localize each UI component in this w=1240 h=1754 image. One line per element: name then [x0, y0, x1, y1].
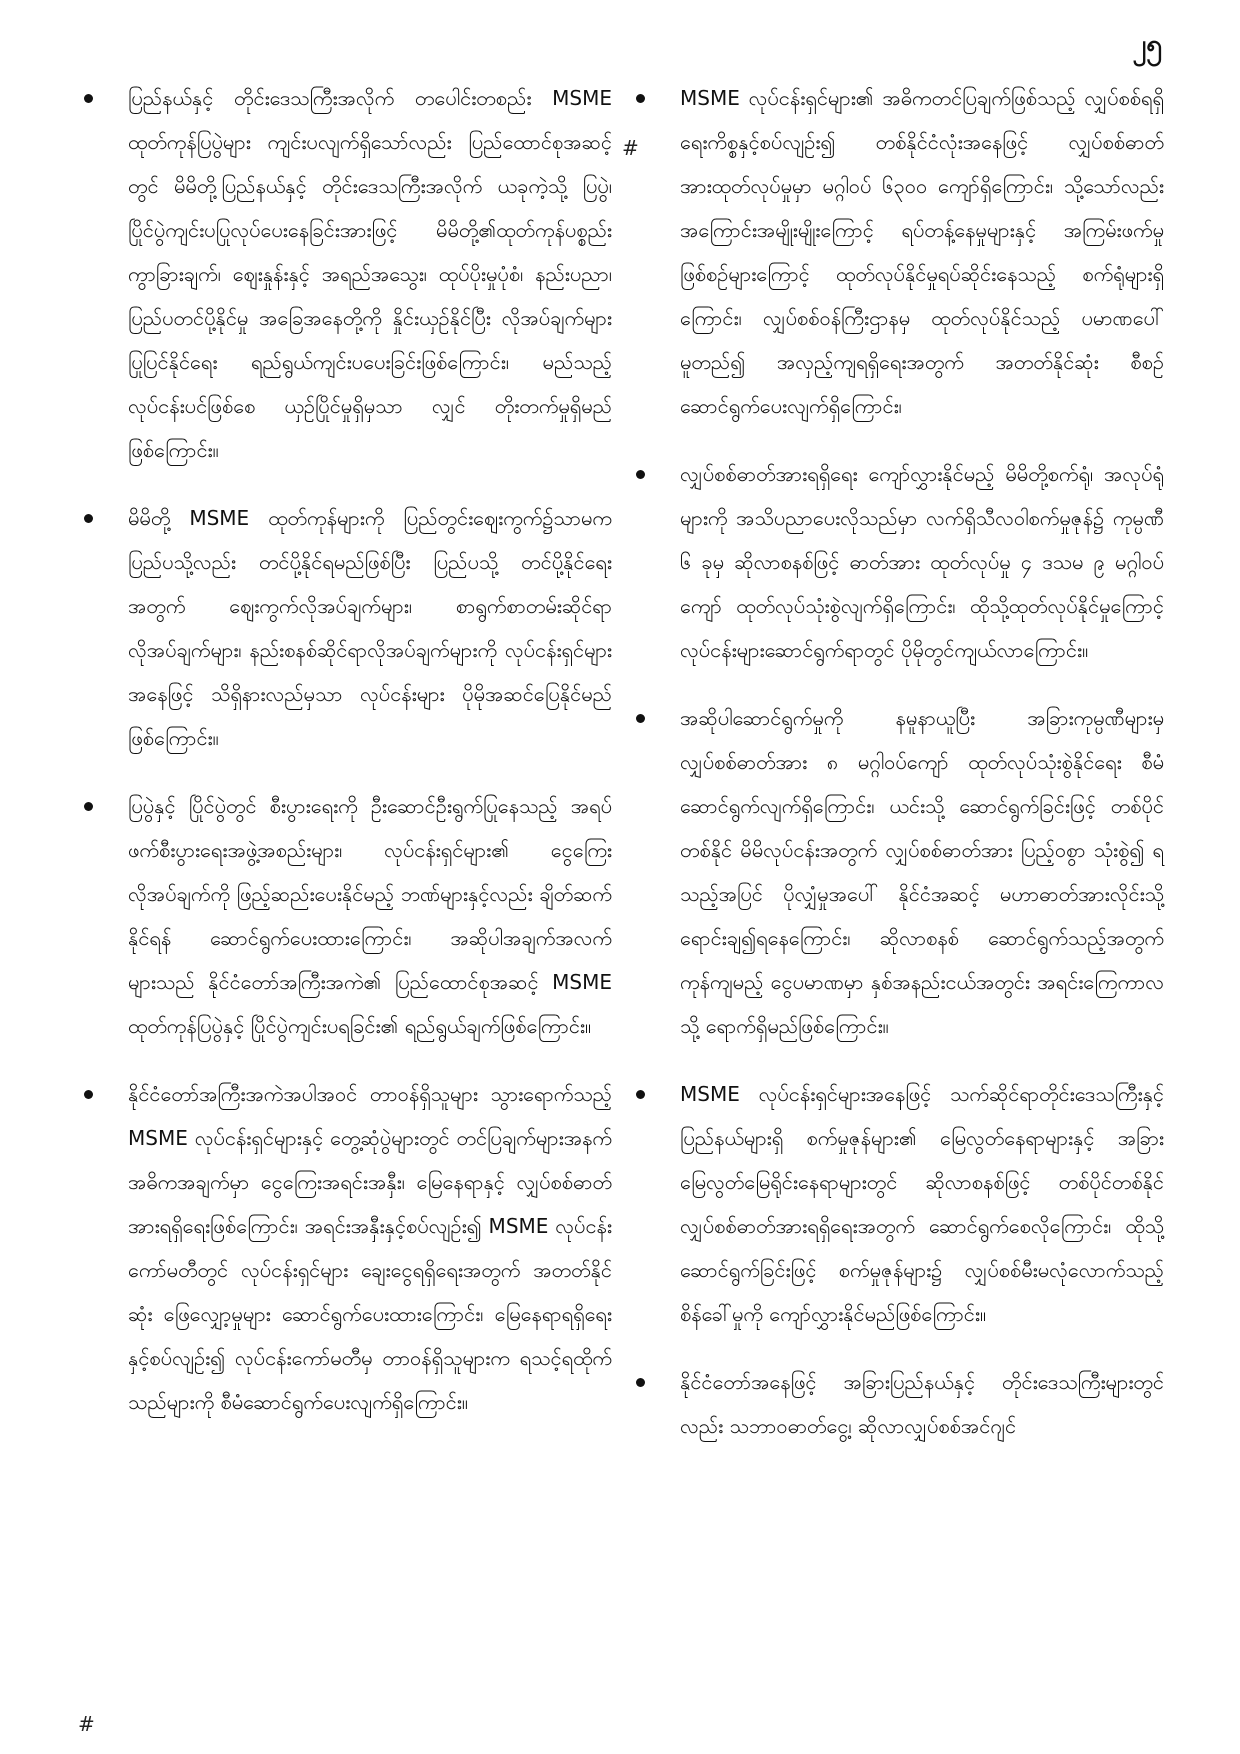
bullet-text: နိုင်ငံတော်အကြီးအကဲအပါအဝင် တာဝန်ရှိသူများ သွားရောက်သည့် MSME လုပ်ငန်းရှင်များနှင့် တွေ့ဆုံပွဲများတွင် တင်ပြချက်များအနက် အဓိကအချက်မှာ ငွေကြေးအရင်းအနှီး၊ မြေနေရာနှင့် လျှပ်စစ်ဓာတ်အားရရှိရေးဖြစ်ကြောင်း၊ အရင်းအနှီးနှင့်စပ်လျဉ်း၍ MSME လုပ်ငန်းကော်မတီတွင် လုပ်ငန်းရှင်များ ချေးငွေရရှိရေးအတွက် အတတ်နိုင်ဆုံး ဖြေလျှော့မှုများ ဆောင်ရွက်ပေးထားကြောင်း၊ မြေနေရာရရှိရေးနှင့်စပ်လျဉ်း၍ လုပ်ငန်းကော်မတီမှ တာဝန်ရှိသူများက ရသင့်ရထိုက်သည်များကို စီမံဆောင်ရွက်ပေးလျက်ရှိကြောင်း။ — [128, 1082, 612, 1414]
footer-hash-mark: # — [78, 1712, 95, 1736]
bullet-text: MSME လုပ်ငန်းရှင်များအနေဖြင့် သက်ဆိုင်ရာတိုင်းဒေသကြီးနှင့် ပြည်နယ်များရှိ စက်မှုဇုန်များ၏ မြေလွတ်နေရာများနှင့် အခြားမြေလွတ်မြေရိုင်းနေရာများတွင် ဆိုလာစနစ်ဖြင့် တစ်ပိုင်တစ်နိုင် လျှပ်စစ်ဓာတ်အားရရှိရေးအတွက် ဆောင်ရွက်စေလိုကြောင်း၊ ထိုသို့ဆောင်ရွက်ခြင်းဖြင့် စက်မှုဇုန်များ၌ လျှပ်စစ်မီးမလုံလောက်သည့် စိန်ခေါ်မှုကို ကျော်လွှားနိုင်မည်ဖြစ်ကြောင်း။ — [680, 1082, 1164, 1326]
bullet-dot-icon — [636, 1378, 645, 1387]
bullet-dot-icon — [84, 94, 93, 103]
bullet-dot-icon — [636, 714, 645, 723]
bullet-item — [84, 784, 612, 1048]
bullet-text: MSME လုပ်ငန်းရှင်များ၏ အဓိကတင်ပြချက်ဖြစ်သည့် လျှပ်စစ်ရရှိရေးကိစ္စနှင့်စပ်လျဉ်း၍ တစ်နိုင်ငံလုံးအနေဖြင့် လျှပ်စစ်ဓာတ်အားထုတ်လုပ်မှုမှာ မဂ္ဂါဝပ် ၆၃၀၀ ကျော်ရှိကြောင်း၊ သို့သော်လည်း အကြောင်းအမျိုးမျိုးကြောင့် ရပ်တန့်နေမှုများနှင့် အကြမ်းဖက်မှုဖြစ်စဉ်များကြောင့် ထုတ်လုပ်နိုင်မှုရပ်ဆိုင်းနေသည့် စက်ရုံများရှိကြောင်း၊ လျှပ်စစ်ဝန်ကြီးဌာနမှ ထုတ်လုပ်နိုင်သည့် ပမာဏပေါ်မူတည်၍ အလှည့်ကျရရှိရေးအတွက် အတတ်နိုင်ဆုံး စီစဉ်ဆောင်ရွက်ပေးလျက်ရှိကြောင်း၊ — [680, 86, 1164, 418]
left-column — [84, 76, 612, 1448]
left-bullet-list — [84, 76, 612, 1424]
page-number: ၂၅ — [1132, 28, 1162, 61]
bullet-text: မိမိတို့ MSME ထုတ်ကုန်များကို ပြည်တွင်းဈေးကွက်၌သာမက ပြည်ပသို့လည်း တင်ပို့နိုင်ရမည်ဖြစ်ပြီး ပြည်ပသို့ တင်ပို့နိုင်ရေးအတွက် ဈေးကွက်လိုအပ်ချက်များ၊ စာရွက်စာတမ်းဆိုင်ရာ လိုအပ်ချက်များ၊ နည်းစနစ်ဆိုင်ရာလိုအပ်ချက်များကို လုပ်ငန်းရှင်များအနေဖြင့် သိရှိနားလည်မှသာ လုပ်ငန်းများ ပိုမိုအဆင်ပြေနိုင်မည်ဖြစ်ကြောင်း။ — [128, 506, 612, 750]
bullet-dot-icon — [636, 94, 645, 103]
margin-hash-mark: # — [622, 136, 639, 160]
bullet-dot-icon — [636, 1090, 645, 1099]
bullet-item — [636, 1072, 1164, 1336]
bullet-text: ပြည်နယ်နှင့် တိုင်းဒေသကြီးအလိုက် တပေါင်းတစည်း MSME ထုတ်ကုန်ပြပွဲများ ကျင်းပလျက်ရှိသော်လည်း ပြည်ထောင်စုအဆင့်တွင် မိမိတို့ပြည်နယ်နှင့် တိုင်းဒေသကြီးအလိုက် ယခုကဲ့သို့ ပြပွဲ၊ ပြိုင်ပွဲကျင်းပပြုလုပ်ပေးနေခြင်းအားဖြင့် မိမိတို့၏ထုတ်ကုန်ပစ္စည်း ကွာခြားချက်၊ ဈေးနှုန်းနှင့် အရည်အသွေး၊ ထုပ်ပိုးမှုပုံစံ၊ နည်းပညာ၊ ပြည်ပတင်ပို့နိုင်မှု အခြေအနေတို့ကို နှိုင်းယှဉ်နိုင်ပြီး လိုအပ်ချက်များ ပြုပြင်နိုင်ရေး ရည်ရွယ်ကျင်းပပေးခြင်းဖြစ်ကြောင်း၊ မည်သည့်လုပ်ငန်းပင်ဖြစ်စေ ယှဉ်ပြိုင်မှုရှိမှသာ လျှင် တိုးတက်မှုရှိမည်ဖြစ်ကြောင်း။ — [128, 86, 612, 462]
bullet-dot-icon — [84, 1090, 93, 1099]
bullet-text: အဆိုပါဆောင်ရွက်မှုကို နမူနာယူပြီး အခြားကုမ္ပဏီများမှ လျှပ်စစ်ဓာတ်အား ၈ မဂ္ဂါဝပ်ကျော် ထုတ်လုပ်သုံးစွဲနိုင်ရေး စီမံဆောင်ရွက်လျက်ရှိကြောင်း၊ ယင်းသို့ ဆောင်ရွက်ခြင်းဖြင့် တစ်ပိုင်တစ်နိုင် မိမိလုပ်ငန်းအတွက် လျှပ်စစ်ဓာတ်အား ပြည့်ဝစွာ သုံးစွဲ၍ ရသည့်အပြင် ပိုလျှံမှုအပေါ် နိုင်ငံအဆင့် မဟာဓာတ်အားလိုင်းသို့ ရောင်းချ၍ရနေကြောင်း၊ ဆိုလာစနစ် ဆောင်ရွက်သည့်အတွက် ကုန်ကျမည့် ငွေပမာဏမှာ နှစ်အနည်းငယ်အတွင်း အရင်းကြေကာလသို့ ရောက်ရှိမည်ဖြစ်ကြောင်း။ — [680, 706, 1164, 1038]
bullet-text: နိုင်ငံတော်အနေဖြင့် အခြားပြည်နယ်နှင့် တိုင်းဒေသကြီးများတွင်လည်း သဘာဝဓာတ်ငွေ့၊ ဆိုလာလျှပ်စစ်အင်ဂျင် — [680, 1370, 1164, 1438]
bullet-item — [636, 452, 1164, 672]
bullet-item — [84, 1072, 612, 1424]
bullet-dot-icon — [636, 470, 645, 479]
bullet-text: ပြပွဲနှင့် ပြိုင်ပွဲတွင် စီးပွားရေးကို ဦးဆောင်ဦးရွက်ပြုနေသည့် အရပ်ဖက်စီးပွားရေးအဖွဲ့အစည်းများ၊ လုပ်ငန်းရှင်များ၏ ငွေကြေးလိုအပ်ချက်ကို ဖြည့်ဆည်းပေးနိုင်မည့် ဘဏ်များနှင့်လည်း ချိတ်ဆက်နိုင်ရန် ဆောင်ရွက်ပေးထားကြောင်း၊ အဆိုပါအချက်အလက်များသည် နိုင်ငံတော်အကြီးအကဲ၏ ပြည်ထောင်စုအဆင့် MSME ထုတ်ကုန်ပြပွဲနှင့် ပြိုင်ပွဲကျင်းပရခြင်း၏ ရည်ရွယ်ချက်ဖြစ်ကြောင်း။ — [128, 794, 612, 1038]
bullet-item — [636, 1360, 1164, 1448]
bullet-item — [636, 76, 1164, 428]
bullet-dot-icon — [84, 514, 93, 523]
bullet-text: လျှပ်စစ်ဓာတ်အားရရှိရေး ကျော်လွှားနိုင်မည့် မိမိတို့စက်ရုံ၊ အလုပ်ရုံများကို အသိပညာပေးလိုသည်မှာ လက်ရှိသီလဝါစက်မှုဇုန်၌ ကုမ္ပဏီ ၆ ခုမှ ဆိုလာစနစ်ဖြင့် ဓာတ်အား ထုတ်လုပ်မှု ၄ ဒသမ ၉ မဂ္ဂါဝပ်ကျော် ထုတ်လုပ်သုံးစွဲလျက်ရှိကြောင်း၊ ထိုသို့ထုတ်လုပ်နိုင်မှုကြောင့် လုပ်ငန်းများဆောင်ရွက်ရာတွင် ပိုမိုတွင်ကျယ်လာကြောင်း။ — [680, 462, 1164, 662]
bullet-item — [636, 696, 1164, 1048]
bullet-dot-icon — [84, 802, 93, 811]
right-bullet-list — [636, 76, 1164, 1448]
bullet-item — [84, 496, 612, 760]
right-column — [636, 76, 1164, 1472]
bullet-item — [84, 76, 612, 472]
